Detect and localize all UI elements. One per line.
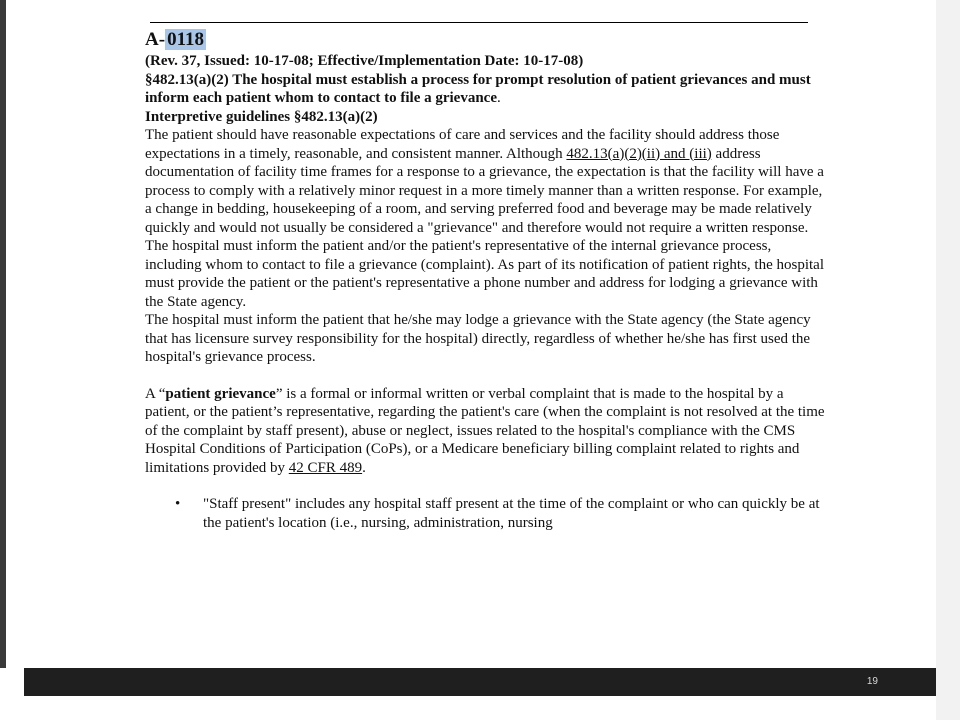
- p1-text-a: The patient should have reasonable expectations of care and services and the facility should address those expectations in a timely, reasonable, and consistent manner. Although: [145, 127, 780, 162]
- right-gutter: [936, 0, 960, 720]
- tag-identifier: [145, 28, 825, 52]
- regulation-statement: [145, 71, 825, 108]
- slide-canvas: [6, 0, 936, 668]
- regulation-period: .: [497, 90, 501, 106]
- paragraph-expectations: [145, 126, 825, 237]
- def-period: .: [362, 459, 366, 476]
- bullet-icon: •: [175, 496, 181, 512]
- guidelines-heading: Interpretive guidelines §482.13(a)(2): [145, 108, 378, 125]
- tag-number-highlight: 0118: [167, 29, 205, 50]
- paragraph-inform-process: The hospital must inform the patient and/or the patient's representative of the internal grievance process, including whom to contact to file a grievance (complaint). As part of its notification of patient rights, the hospital must provide the patient or the patient's representative a phone number and address for lodging a grievance with the State agency.: [145, 238, 824, 310]
- def-text-a: A “: [145, 385, 166, 402]
- slide-footer-bar: [24, 668, 936, 696]
- p1-text-b: address documentation of facility time frames for a response to a grievance, the expectation is that the facility will have a process to comply with a relatively minor request in a more timely manner than a written response. For example, a change in bedding, housekeeping of a room, and serving preferred food and beverage may be made relatively quickly and would not usually be considered a "grievance" and therefore would not require a written response.: [145, 145, 824, 236]
- spacer: [145, 367, 825, 385]
- tag-prefix: A-: [145, 29, 166, 50]
- regulation-link[interactable]: 482.13(a)(2)(ii) and (iii): [566, 145, 712, 162]
- def-text-b: ” is a formal or informal written or verbal complaint that is made to the hospital by a patient, or the patient’s representative, regarding the patient's care (when the complaint is not resolved at the time of the complaint by staff present), abuse or neglect, issues related to the hospital's compliance with the CMS Hospital Conditions of Participation (CoPs), or a Medicare beneficiary billing complaint related to rights and limitations provided by: [145, 385, 825, 476]
- page-number: 19: [866, 676, 878, 687]
- document-body: [145, 28, 825, 532]
- cfr-link[interactable]: 42 CFR 489: [288, 459, 363, 476]
- paragraph-state-agency: The hospital must inform the patient that he/she may lodge a grievance with the State agency (the State agency that has licensure survey responsibility for the hospital) directly, regardless of whether he/she has first used the hospital's grievance process.: [145, 312, 811, 365]
- revision-line: (Rev. 37, Issued: 10-17-08; Effective/Implementation Date: 10-17-08): [145, 53, 584, 69]
- paragraph-definition: [145, 385, 825, 478]
- page-top-rule: [150, 22, 808, 23]
- def-term: patient grievance: [165, 385, 276, 402]
- bullet-text: "Staff present" includes any hospital staff present at the time of the complaint or who can quickly be at the patient's location (i.e., nursing, administration, nursing: [203, 496, 820, 531]
- regulation-text: §482.13(a)(2) The hospital must establish a process for prompt resolution of patient grievances and must inform each patient whom to contact to file a grievance: [145, 71, 811, 106]
- bullet-item: [145, 495, 825, 532]
